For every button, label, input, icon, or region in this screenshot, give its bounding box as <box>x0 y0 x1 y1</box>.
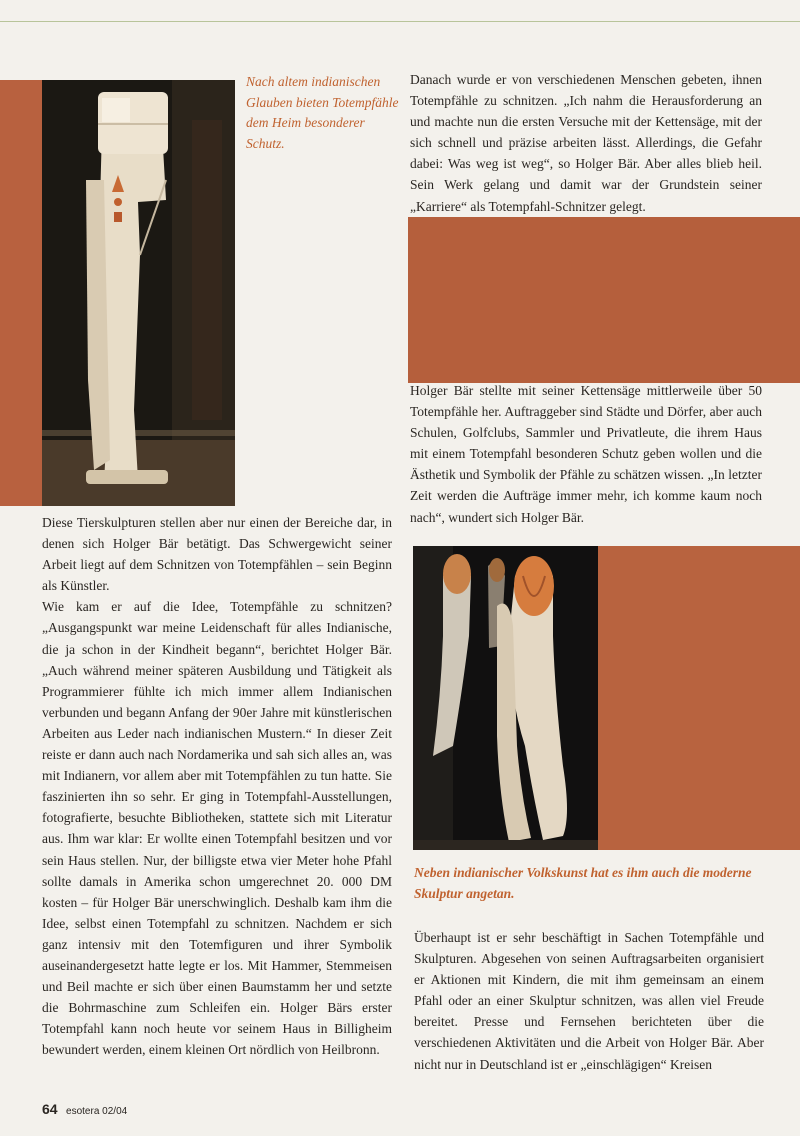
paragraph: Diese Tierskulpturen stellen aber nur einen der Bereiche dar, in denen sich Holger Bär betätigt. Das Schwergewicht seiner Arbeit liegt auf dem Schnitzen von Totempfählen – sein Beginn als Künstler. <box>42 515 392 594</box>
magazine-issue: esotera 02/04 <box>66 1106 128 1117</box>
totem-pole-illustration <box>42 80 235 506</box>
right-text-block-3 <box>414 927 764 1075</box>
color-bar-right-top <box>408 217 800 383</box>
page-number: 64 <box>42 1101 58 1117</box>
paragraph: Danach wurde er von verschiedenen Menschen gebeten, ihnen Totempfähle zu schnitzen. „Ich nahm die Herausforderung an und machte nun die ersten Versuche mit der Kettensäge, mit der sich schnell und präzise arbeiten lässt. Allerdings, die Gefahr dabei: Was weg ist weg“, so Holger Bär. Aber alles blieb heil. Sein Werk gelang und damit war der Grundstein seiner „Karriere“ als Totempfahl-Schnitzer gelegt. <box>410 72 762 214</box>
top-rule <box>0 21 800 22</box>
left-text-column <box>42 512 392 1060</box>
paragraph: Holger Bär stellte mit seiner Kettensäge mittlerweile über 50 Totempfähle her. Auftraggeber sind Städte und Dörfer, aber auch Schulen, Golfclubs, Sammler und Privatleute, die ihrem Haus mit einem Totempfahl besonderen Schutz geben wollen und die Ästhetik und Symbolik der Pfähle zu schätzen wissen. „In letzter Zeit werden die Aufträge immer mehr, ich komme kaum noch nach“, wundert sich Holger Bär. <box>410 383 762 525</box>
color-bar-left <box>0 80 42 506</box>
right-text-block-1 <box>410 69 762 217</box>
modern-sculpture-photo <box>413 546 598 850</box>
color-bar-right-middle <box>598 546 800 850</box>
sculpture-illustration <box>413 546 598 850</box>
right-text-block-2 <box>410 380 762 528</box>
paragraph: Überhaupt ist er sehr beschäftigt in Sachen Totempfähle und Skulpturen. Abgesehen von seinen Auftragsarbeiten organisiert er Aktionen mit Kindern, die mit ihm gemeinsam an einem Pfahl oder an einer Skulptur schnitzen, was allen viel Freude bereitet. Presse und Fernsehen berichteten über die verschiedenen Aktivitäten und die Arbeit von Holger Bär. Aber nicht nur in Deutschland ist er „einschlägigen“ Kreisen <box>414 930 764 1072</box>
photo-caption-bottom: Neben indianischer Volkskunst hat es ihm auch die moderne Skulptur angetan. <box>414 865 752 901</box>
totem-pole-photo <box>42 80 235 506</box>
page-footer <box>42 1101 127 1119</box>
photo-caption-top: Nach altem indianischen Glauben bieten Totempfähle dem Heim besonderer Schutz. <box>246 74 399 151</box>
paragraph: Wie kam er auf die Idee, Totempfähle zu schnitzen? „Ausgangspunkt war meine Leidenschaft für alles Indianische, die ja schon in der Kindheit begann“, berichtet Holger Bär. „Auch während meiner späteren Ausbildung und Tätigkeit als Programmierer fühlte ich mich immer allem Indianischen verbunden und begann Anfang der 90er Jahre mit künstlerischen Arbeiten aus Leder nach indianischen Mustern.“ In dieser Zeit reiste er dann auch nach Nordamerika und sah sich alles an, was mit Indianern, vor allem aber mit Totempfählen zu tun hatte. Sie faszinierten ihn so sehr. Er ging in Totempfahl-Ausstellungen, fotografierte, besuchte Bibliotheken, stattete sich mit Literatur aus. Ihm war klar: Er wollte einen Totempfahl besitzen und vor sein Haus stellen. Nur, der billigste etwa vier Meter hohe Pfahl sollte damals in Amerika schon umgerechnet 20. 000 DM kosten – für Holger Bär unerschwinglich. Deshalb kam ihm die Idee, selbst einen Totempfahl zu schnitzen. Nachdem er sich ganz intensiv mit den Totemfiguren und ihrer Symbolik auseinandergesetzt hatte legte er los. Mit Hammer, Stemmeisen und Beil machte er sich über einen Baumstamm her und setzte die Bohrmaschine zum Schleifen ein. Holger Bärs erster Totempfahl kann noch heute vor seinem Haus in Billigheim bewundert werden, einem kleinen Ort nördlich von Heilbronn. <box>42 599 392 1058</box>
